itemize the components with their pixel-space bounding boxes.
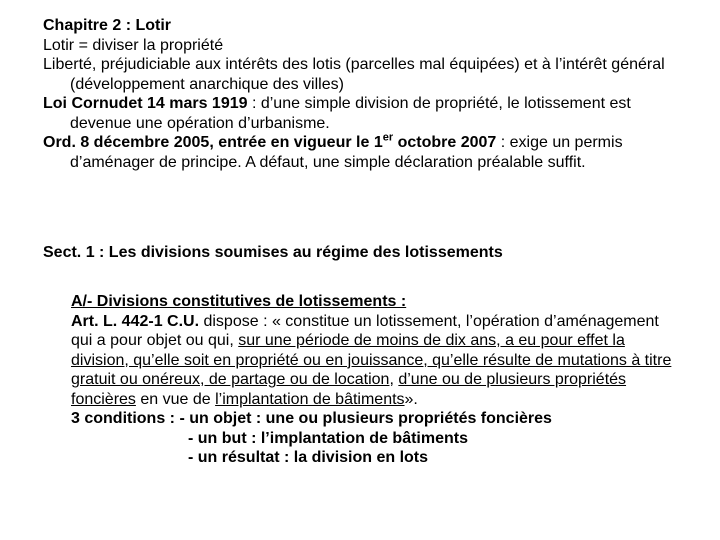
ord-reference-year: octobre 2007 xyxy=(393,134,497,151)
loi-paragraph xyxy=(43,94,683,133)
article-underlined-implantation: l’implantation de bâtiments xyxy=(215,390,405,408)
conditions-line xyxy=(71,409,681,429)
ord-reference-date: Ord. 8 décembre 2005, entrée en vigueur le 1 xyxy=(43,134,383,151)
article-paragraph xyxy=(71,312,681,410)
conditions-label: 3 conditions : xyxy=(71,410,180,427)
condition-item: - un résultat : la division en lots xyxy=(188,449,429,466)
article-underlined-properties: d’une ou de plusieurs propriétés foncières xyxy=(71,371,627,408)
subsection-block xyxy=(71,292,681,468)
ord-text: : exige un permis d’aménager de principe. A défaut, une simple déclaration préalable suffit. xyxy=(70,134,623,171)
chapter-block xyxy=(43,16,683,172)
ord-reference-sup: er xyxy=(382,131,394,144)
liberty-paragraph: Liberté, préjudiciable aux intérêts des lotis (parcelles mal équipées) et à l’intérêt général (développement anarchique des villes) xyxy=(43,56,665,93)
ord-paragraph xyxy=(43,133,683,172)
condition-item: - un objet : une ou plusieurs propriétés foncières xyxy=(179,410,552,427)
article-text-2: , xyxy=(389,371,399,388)
loi-text: : d’une simple division de propriété, le lotissement est devenue une opération d’urbanisme. xyxy=(70,95,631,132)
article-underlined-period: sur une période de moins de dix ans, a eu pour effet la division, qu’elle soit en propriété ou en jouissance, qu’elle résulte de mutations à titre gratuit ou onéreux, de partage ou de location xyxy=(71,332,672,388)
section-block xyxy=(43,243,683,263)
chapter-title: Chapitre 2 : Lotir xyxy=(43,17,172,34)
article-reference: Art. L. 442-1 C.U. xyxy=(71,312,200,330)
article-text-3: en vue de xyxy=(135,390,216,408)
subsection-title: A/- Divisions constitutives de lotissements : xyxy=(71,293,407,310)
definition-line: Lotir = diviser la propriété xyxy=(43,36,224,54)
loi-reference: Loi Cornudet 14 mars 1919 xyxy=(43,95,248,112)
ord-reference xyxy=(43,131,497,151)
condition-item: - un but : l’implantation de bâtiments xyxy=(188,429,468,447)
article-text-1: dispose : « constitue un lotissement, l’opération d’aménagement qui a pour objet ou qui, xyxy=(71,312,659,349)
section-title: Sect. 1 : Les divisions soumises au régime des lotissements xyxy=(43,244,503,261)
article-text-4: ». xyxy=(404,390,418,408)
